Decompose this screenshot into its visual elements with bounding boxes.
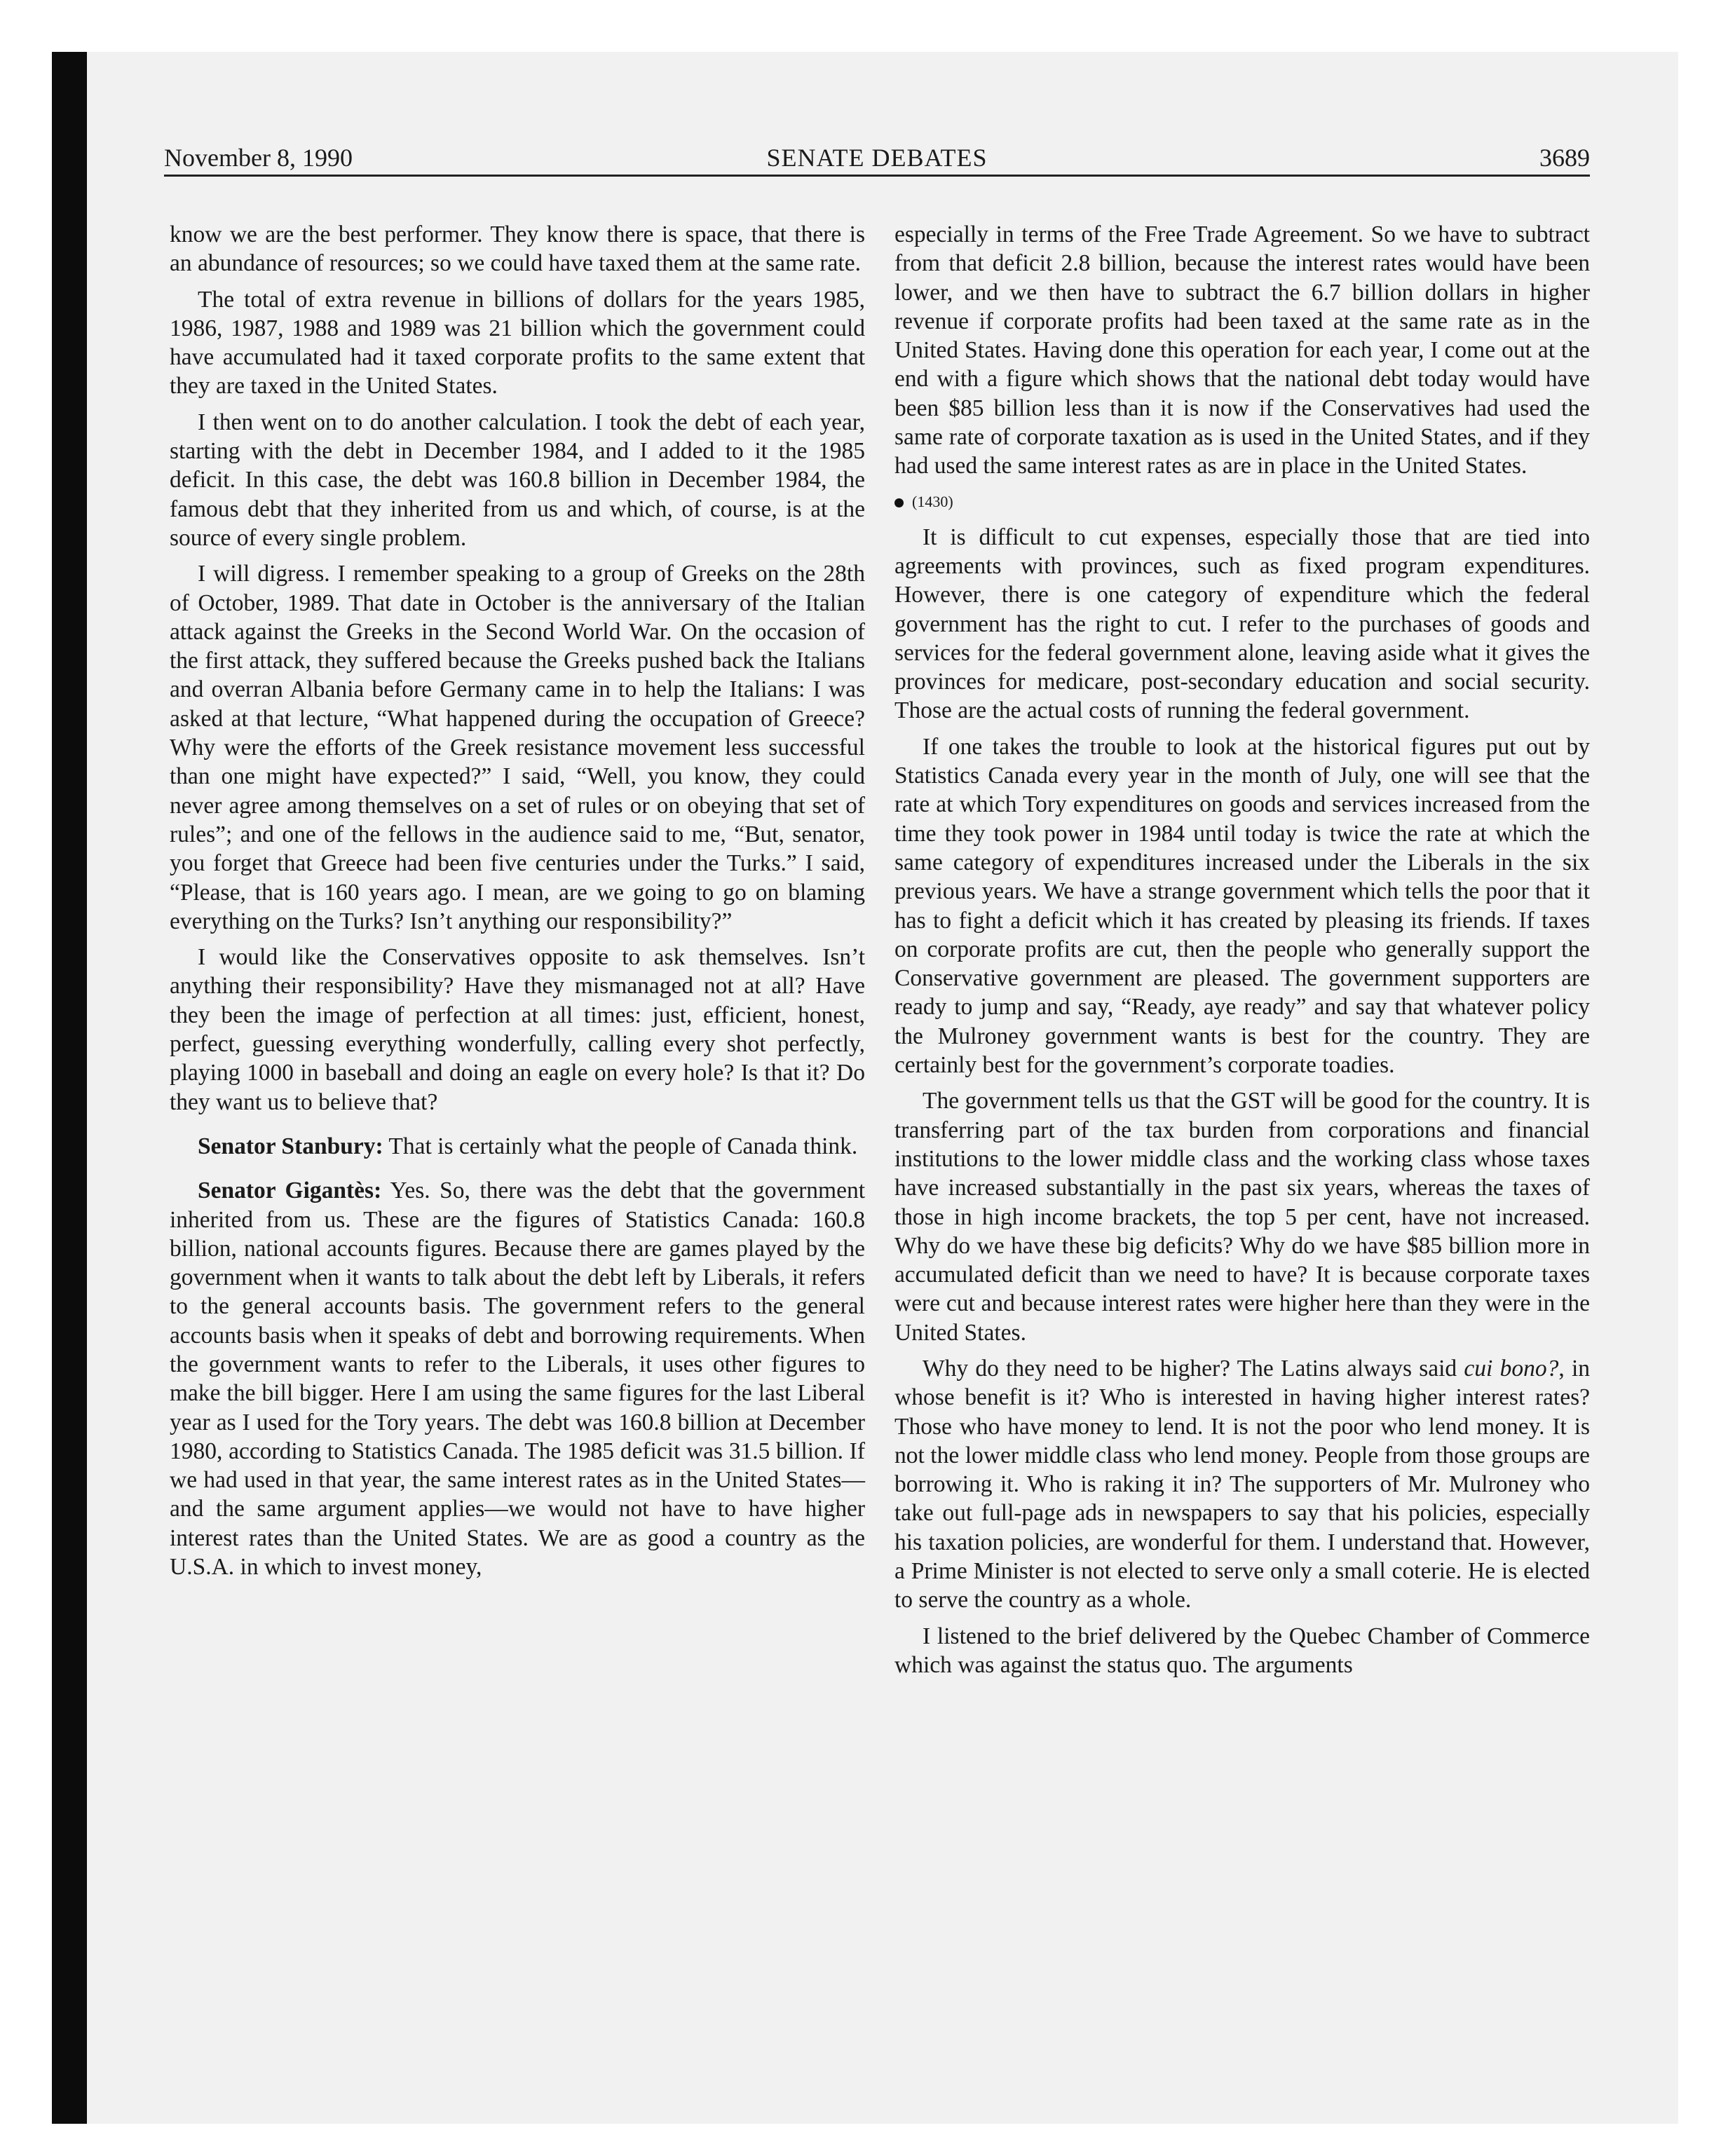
paragraph: I then went on to do another calculation. I took the debt of each year, starting with the debt in December 1984, and I added to it the 1985 deficit. In this case, the debt was 160.8 billion in December 1984, the famous debt that they inherited from us and which, of course, is at the source of every single problem. — [170, 409, 865, 551]
speech-text: That is certainly what the people of Canada think. — [383, 1133, 858, 1159]
running-head — [164, 139, 1590, 176]
header-rule — [164, 175, 1590, 177]
header-page-number: 3689 — [1539, 144, 1590, 172]
speaker-name: Senator Stanbury: — [198, 1133, 383, 1159]
paragraph: The total of extra revenue in billions of dollars for the years 1985, 1986, 1987, 1988 and 1989 was 21 billion which the government could have accumulated had it taxed corporate profits to the same extent that they are taxed in the United States. — [170, 286, 865, 400]
paragraph: It is difficult to cut expenses, especially those that are tied into agreements with provinces, such as fixed program expenditures. However, there is one category of expenditure which the federal government has the right to cut. I refer to the purchases of goods and services for the federal government alone, leaving aside what it gives the provinces for medicare, post-secondary education and social security. Those are the actual costs of running the federal government. — [894, 524, 1590, 724]
speech-text: Yes. So, there was the debt that the government inherited from us. These are the figures of Statistics Canada: 160.8 billion, national accounts figures. Because there are games played by the government when it wants to talk about the debt left by Liberals, it refers to the general accounts basis. The government refers to the general accounts basis when it speaks of debt and borrowing requirements. When the government wants to refer to the Liberals, it uses other figures to make the bill bigger. Here I am using the same figures for the last Liberal year as I used for the Tory years. The debt was 160.8 billion at December 1980, according to Statistics Canada. The 1985 deficit was 31.5 billion. If we had used in that year, the same interest rates as in the United States—and the same argument applies—we would not have to have higher interest rates than the United States. We are as good a country as the U.S.A. in which to invest money, — [170, 1178, 866, 1581]
paragraph: know we are the best performer. They know there is space, that there is an abundance of resources; so we could have taxed them at the same rate. — [170, 221, 865, 277]
left-column — [170, 220, 865, 1588]
scan-edge-shadow — [52, 52, 87, 2124]
paragraph: especially in terms of the Free Trade Agreement. So we have to subtract from that deficit 2.8 billion, because the interest rates would have been lower, and we then have to subtract the 6.7 billion dollars in higher revenue if corporate profits had been taxed at the same rate as in the United States. Having done this operation for each year, I come out at the end with a figure which shows that the national debt today would have been $85 billion less than it is now if the Conservatives had used the same rate of corporate taxation as is used in the United States, and if they had used the same interest rates as are in place in the United States. — [894, 221, 1590, 479]
paragraph: The government tells us that the GST will be good for the country. It is transferring part of the tax burden from corporations and financial institutions to the lower middle class and the working class whose taxes have increased substantially in the past six years, whereas the taxes of those in high income brackets, the top 5 per cent, have not increased. Why do we have these big deficits? Why do we have $85 billion more in accumulated deficit than we need to have? It is because corporate taxes were cut and because interest rates were higher here than they were in the United States. — [894, 1088, 1590, 1346]
speech-paragraph — [170, 1132, 865, 1161]
bullet-icon — [894, 498, 904, 507]
paragraph-text: , in whose benefit is it? Who is interested in having higher interest rates? Those who have money to lend. It is not the poor who lend money. It is not the lower middle class who lend money. People from those groups are borrowing it. Who is raking it in? The supporters of Mr. Mulroney who take out full-page ads in newspapers to say that his policies, especially his taxation policies, are wonderful for them. I understand that. However, a Prime Minister is not elected to serve only a small coterie. He is elected to serve the country as a whole. — [894, 1355, 1591, 1613]
paragraph — [894, 1354, 1590, 1615]
time-marker — [894, 488, 1590, 516]
header-date: November 8, 1990 — [164, 144, 353, 172]
header-title: SENATE DEBATES — [766, 144, 988, 172]
paragraph: If one takes the trouble to look at the historical figures put out by Statistics Canada every year in the month of July, one will see that the rate at which Tory expenditures on goods and services increased from the time they took power in 1984 until today is twice the rate at which the same category of expenditures increased under the Liberals in the six previous years. We have a strange government which tells the poor that it has to fight a deficit which it has created by pleasing its friends. If taxes on corporate profits are cut, then the people who generally support the Conservative government are pleased. The government supporters are ready to jump and say, “Ready, aye ready” and say that whatever policy the Mulroney government wants is best for the country. They are certainly best for the government’s corporate toadies. — [894, 733, 1590, 1079]
paragraph: I listened to the brief delivered by the Quebec Chamber of Commerce which was against the status quo. The arguments — [894, 1623, 1590, 1678]
latin-phrase: cui bono? — [1464, 1355, 1559, 1381]
paragraph-text: Why do they need to be higher? The Latins always said — [923, 1355, 1464, 1381]
speaker-name: Senator Gigantès: — [198, 1178, 382, 1204]
paragraph: I will digress. I remember speaking to a group of Greeks on the 28th of October, 1989. That date in October is the anniversary of the Italian attack against the Greeks in the Second World War. On the occasion of the first attack, they suffered because the Greeks pushed back the Italians and overran Albania before Germany came in to help the Italians: I was asked at that lecture, “What happened during the occupation of Greece? Why were the efforts of the Greek resistance movement less successful than one might have expected?” I said, “Well, you know, they could never agree among themselves on a set of rules or on obeying that set of rules”; and one of the fellows in the audience said to me, “But, senator, you forget that Greece had been five centuries under the Turks.” I said, “Please, that is 160 years ago. I mean, are we going to go on blaming everything on the Turks? Isn’t anything our responsibility?” — [170, 561, 865, 934]
time-marker-label: (1430) — [912, 492, 953, 510]
right-column — [894, 220, 1590, 1686]
paragraph: I would like the Conservatives opposite to ask themselves. Isn’t anything their responsibility? Have they mismanaged not at all? Have they been the image of perfection at all times: just, efficient, honest, perfect, guessing everything wonderfully, calling every shot perfectly, playing 1000 in baseball and doing an eagle on every hole? Is that it? Do they want us to believe that? — [170, 944, 865, 1115]
speech-paragraph — [170, 1176, 865, 1581]
